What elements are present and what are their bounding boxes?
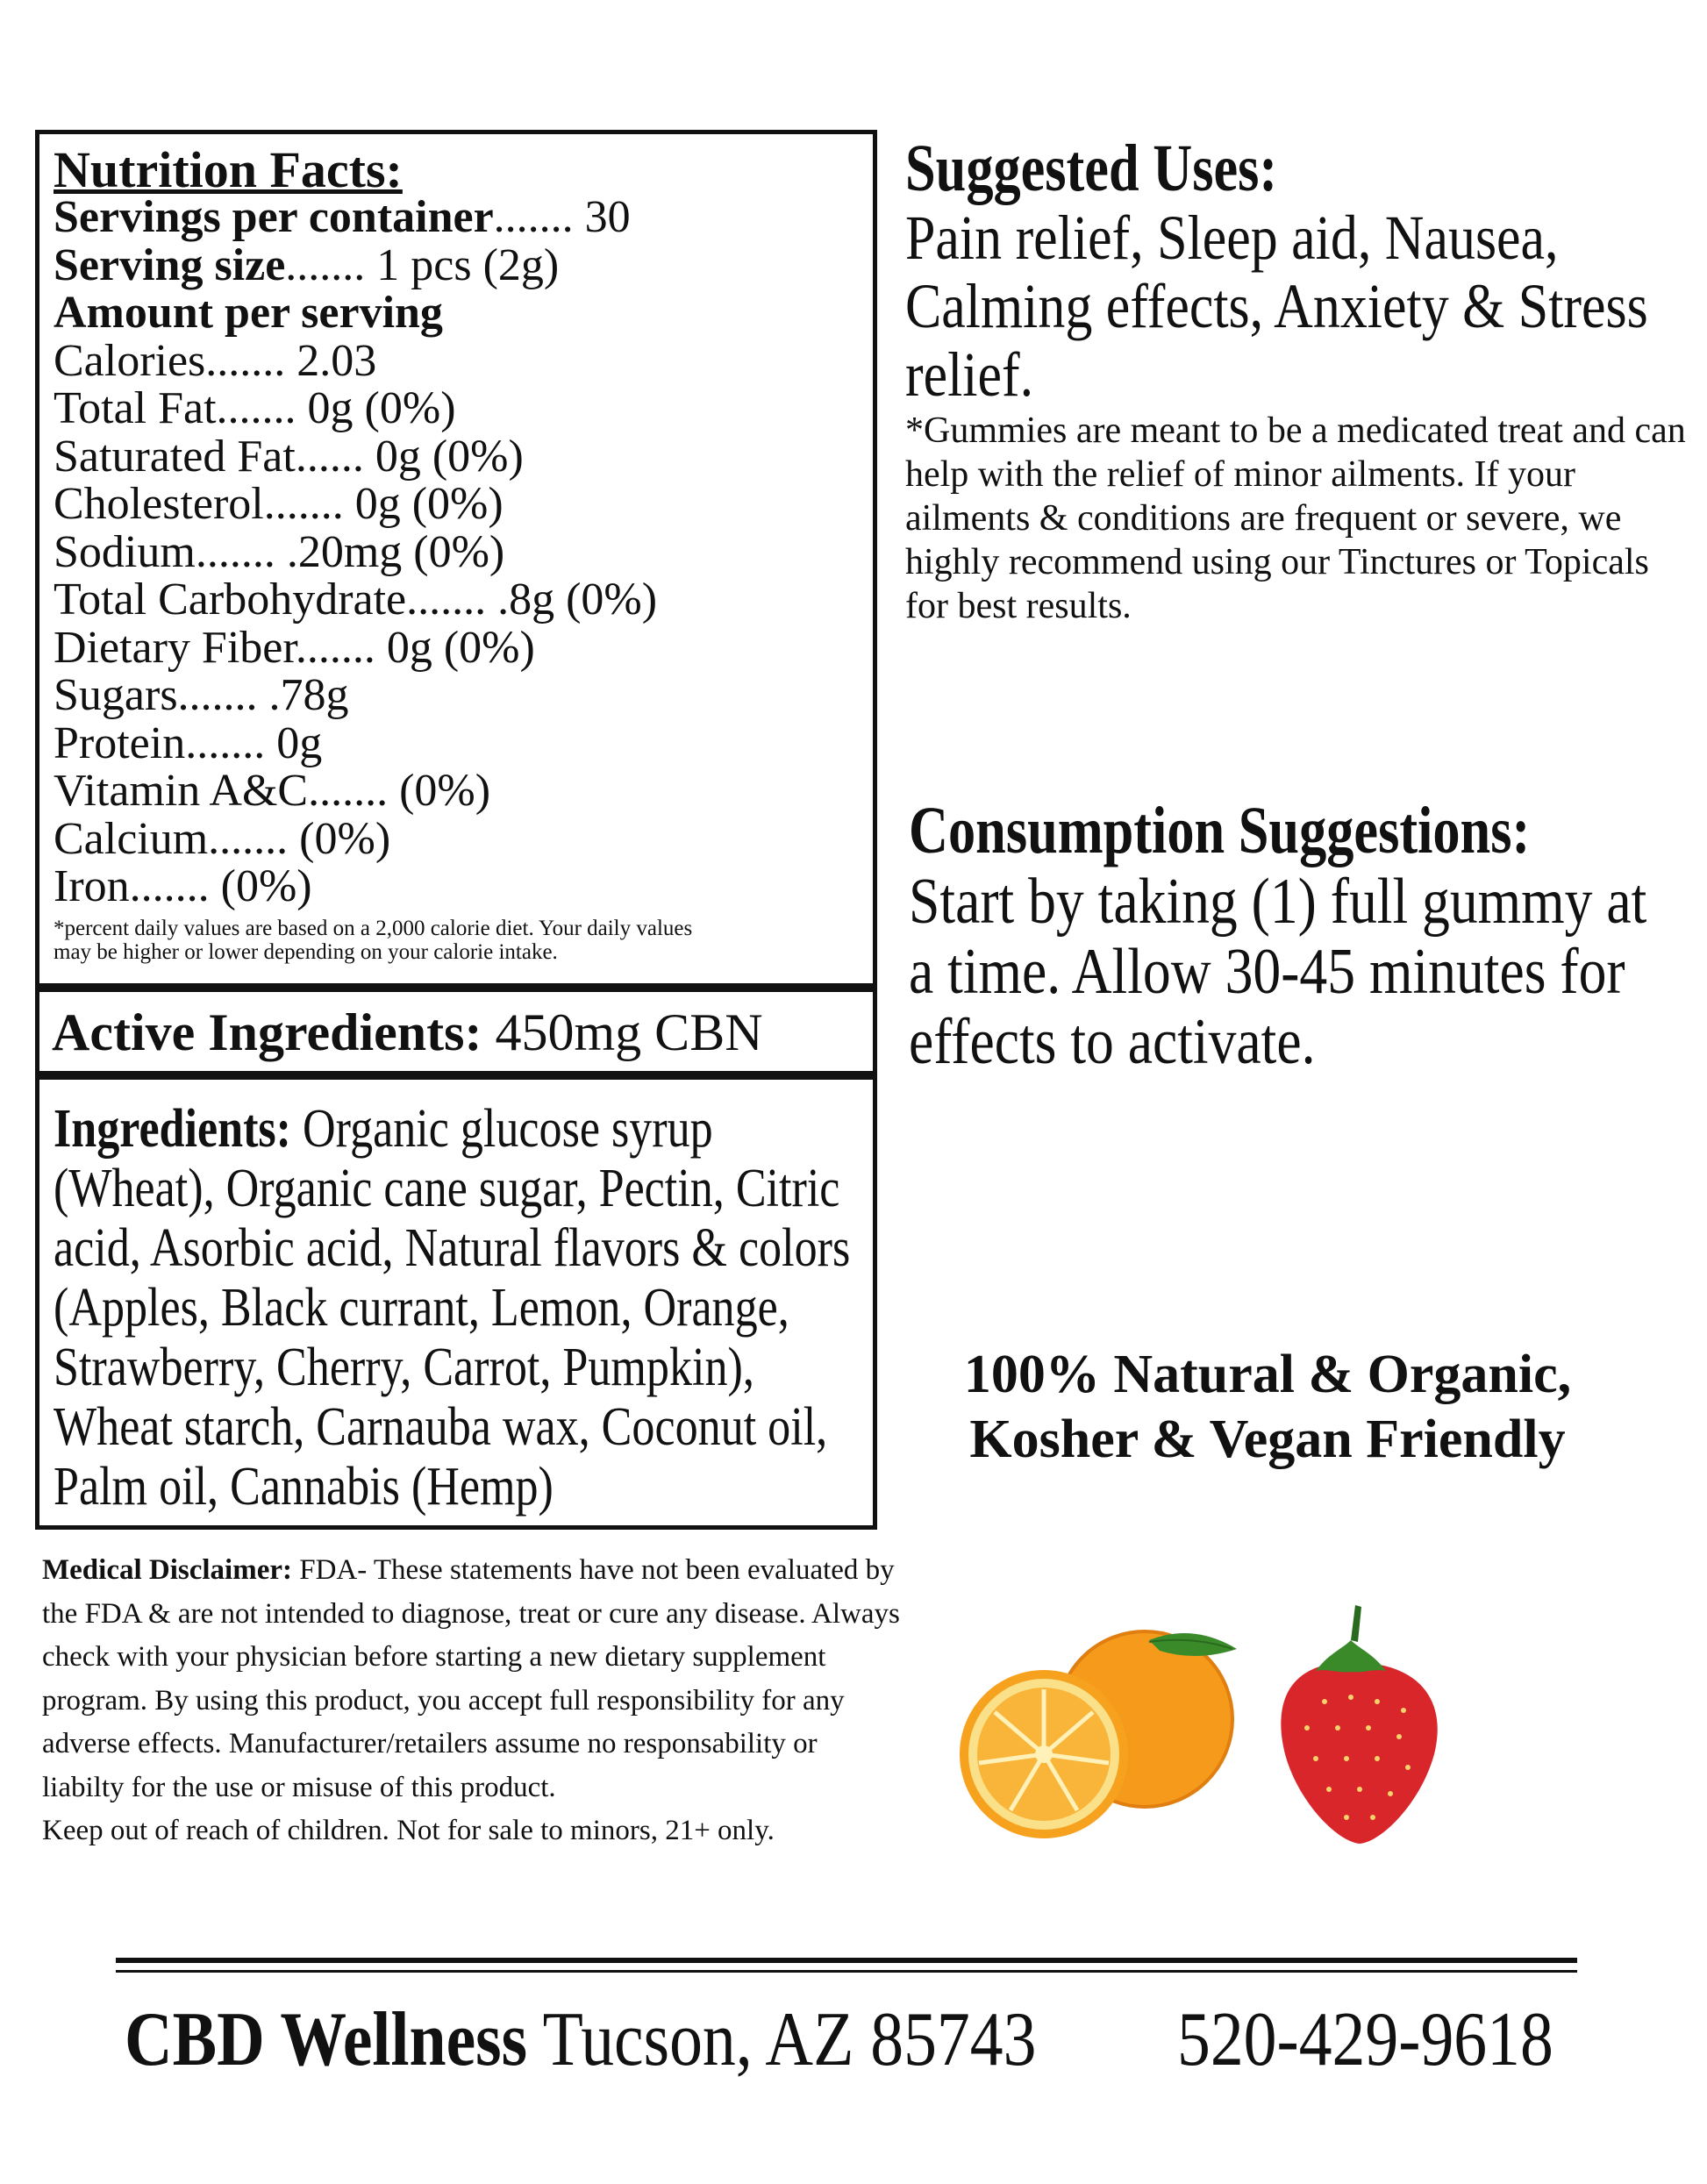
nutrient-row: Total Carbohydrate....... .8g (0%)	[54, 575, 658, 625]
disclaimer-text: FDA- These statements have not been evaluated by the FDA & are not intended to diagnose, treat or cure any disease. Always check with your physician before starting a new dietary supplement program. By using this product, you accept full responsibility for any adverse effects. Manufacturer/retailers assume no responsability or liabilty for the use or misuse of this product.	[42, 1554, 900, 1803]
servings-label: Servings per container	[54, 192, 494, 242]
serving-size-value: ....... 1 pcs (2g)	[285, 239, 560, 290]
footer-brand: CBD Wellness	[125, 1997, 528, 2082]
nutrient-row: Sodium....... .20mg (0%)	[54, 526, 505, 577]
active-ingredients-panel	[35, 988, 877, 1075]
footer-location: Tucson, AZ 85743	[527, 1997, 1037, 2082]
disclaimer-warning: Keep out of reach of children. Not for sale to minors, 21+ only.	[42, 1815, 775, 1846]
suggested-uses-title: Suggested Uses:	[905, 132, 1278, 205]
orange-illustration	[960, 1631, 1237, 1838]
ingredients-panel	[35, 1075, 877, 1530]
suggested-uses-body: Pain relief, Sleep aid, Nausea, Calming effects, Anxiety & Stress relief.	[905, 203, 1648, 410]
nutrient-row: Vitamin A&C....... (0%)	[54, 766, 491, 816]
strawberry-illustration	[1281, 1605, 1437, 1844]
disclaimer-label: Medical Disclaimer:	[42, 1554, 292, 1586]
nutrient-row: Calcium....... (0%)	[54, 813, 391, 864]
amount-per-serving: Amount per serving	[54, 288, 443, 338]
serving-size-label: Serving size	[54, 239, 286, 290]
ingredients-label: Ingredients:	[54, 1099, 292, 1159]
nutrition-facts-panel	[35, 130, 877, 988]
nutrient-row: Iron....... (0%)	[54, 861, 312, 911]
nutrition-title: Nutrition Facts:	[54, 141, 403, 198]
consumption-title: Consumption Suggestions:	[909, 794, 1531, 867]
nutrient-row: Dietary Fiber....... 0g (0%)	[54, 622, 535, 673]
servings-value: ....... 30	[493, 192, 631, 242]
ingredients-list: Organic glucose syrup (Wheat), Organic cane sugar, Pectin, Citric acid, Asorbic acid, Natural flavors & colors (Apples, Black currant, Lemon, Orange, Strawberry, Cherry, Carrot, Pumpkin), Wheat starch, Carnauba wax, Coconut oil, Palm oil, Cannabis (Hemp)	[54, 1099, 851, 1517]
fruit-illustrations	[930, 1588, 1474, 1851]
natural-organic-claim: 100% Natural & Organic, Kosher & Vegan Friendly	[963, 1345, 1572, 1469]
medical-disclaimer	[42, 1549, 902, 1853]
servings-row	[54, 194, 861, 242]
nutrient-row: Saturated Fat...... 0g (0%)	[54, 431, 524, 482]
nutrient-row: Cholesterol....... 0g (0%)	[54, 479, 504, 529]
serving-size-row	[54, 239, 861, 290]
suggested-uses-note: *Gummies are meant to be a medicated treat and can help with the relief of minor ailments. If your ailments & conditions are frequent or severe, we highly recommend using our Tinctures or Topicals for best results.	[905, 410, 1686, 626]
consumption-body: Start by taking (1) full gummy at a time. Allow 30-45 minutes for effects to activate.	[909, 866, 1647, 1078]
nutrient-row: Protein....... 0g	[54, 717, 323, 768]
nutrition-footnote: *percent daily values are based on a 2,000 calorie diet. Your daily values may be higher or lower depending on your calorie intake.	[54, 916, 693, 964]
footer-business	[125, 1996, 1036, 2084]
footer-divider	[116, 1958, 1577, 1973]
footer-phone: 520-429-9618	[1177, 1997, 1553, 2082]
nutrient-row: Calories....... 2.03	[54, 335, 377, 386]
nutrient-row: Total Fat....... 0g (0%)	[54, 383, 456, 433]
active-ingredients-label: Active Ingredients:	[52, 1003, 482, 1061]
active-ingredients-value: 450mg CBN	[482, 1003, 763, 1061]
nutrient-row: Sugars....... .78g	[54, 670, 349, 720]
ingredients-text	[54, 1099, 871, 1517]
